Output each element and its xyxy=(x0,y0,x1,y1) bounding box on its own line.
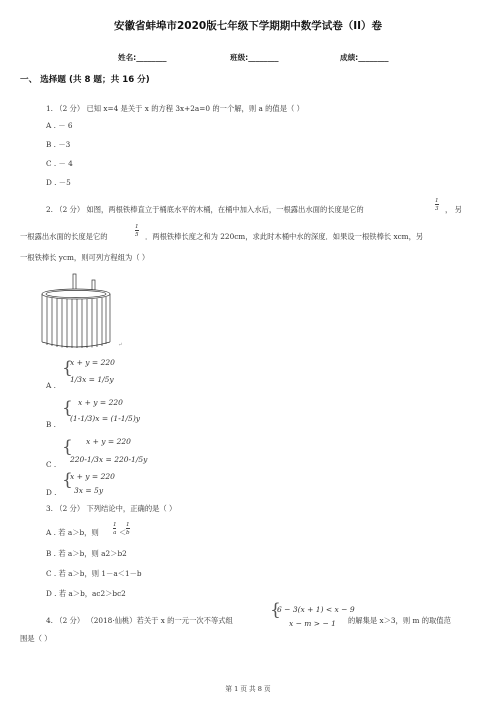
q2-option-d-eq1: x + y = 220 xyxy=(70,472,115,481)
q4-brace: { xyxy=(270,600,281,620)
figure-return-mark: ↵ xyxy=(118,342,123,348)
q2-line2a: 一根露出水面的长度是它的 xyxy=(20,232,108,241)
q2-fraction-2: 1 5 xyxy=(135,224,139,238)
q4-inequality-1: 6 − 3(x + 1) < x − 9 xyxy=(277,605,355,614)
q2-option-a-label: A . xyxy=(46,381,56,390)
q4-stem-a: 4. （2 分） （2018·仙桃）若关于 x 的一元一次不等式组 xyxy=(46,616,233,625)
q3-stem: 3. （2 分） 下列结论中，正确的是（ ） xyxy=(46,504,177,513)
q2-option-c-label: C . xyxy=(46,460,57,469)
q2-option-b-brace: { xyxy=(62,398,73,418)
q3-option-a: A . 若 a＞b，则 xyxy=(46,528,99,537)
q2-line1-end: ， 另 xyxy=(445,205,462,214)
q2-line1: 2. （2 分） 如图，两根铁棒直立于桶底水平的木桶，在桶中加入水后，一根露出水面的长度是它的 xyxy=(46,205,364,214)
q1-option-b: B . －3 xyxy=(46,140,71,149)
q2-option-d-brace: { xyxy=(62,470,73,490)
q2-option-b-label: B . xyxy=(46,420,57,429)
q2-fraction-1: 1 3 xyxy=(435,198,439,212)
q2-option-b-eq2: (1-1/3)x = (1-1/5)y xyxy=(70,414,140,423)
class-field: 班级:________ xyxy=(230,53,279,62)
q1-option-d: D . －5 xyxy=(46,178,71,187)
q4-stem-b: 的解集是 x＞3，则 m 的取值范 xyxy=(348,616,451,625)
q2-line2b: ．两根铁棒长度之和为 220cm，求此时木桶中水的深度．如果设一根铁棒长 xcm，另 xyxy=(145,232,424,241)
q1-stem: 1. （2 分） 已知 x=4 是关于 x 的方程 3x+2a=0 的一个解，则 a 的值是（ ） xyxy=(46,104,304,113)
q1-option-c: C . － 4 xyxy=(46,159,73,168)
score-field: 成绩:________ xyxy=(340,53,389,62)
q2-option-d-label: D . xyxy=(46,488,57,497)
q3-option-b: B . 若 a＞b，则 a2＞b2 xyxy=(46,549,127,558)
q2-option-b-eq1: x + y = 220 xyxy=(78,398,123,407)
q2-option-c-brace: { xyxy=(62,437,73,457)
name-field: 姓名:________ xyxy=(118,53,167,62)
q3-option-a-lt: ＜ xyxy=(119,528,127,537)
page-title: 安徽省蚌埠市2020版七年级下学期期中数学试卷（II）卷 xyxy=(113,20,383,32)
q3-option-a-frac1: 1 a xyxy=(113,522,117,536)
section-heading: 一、 选择题 (共 8 题；共 16 分) xyxy=(20,75,150,85)
q2-option-c-eq1: x + y = 220 xyxy=(86,437,131,446)
q2-option-a-eq1: x + y = 220 xyxy=(70,358,115,367)
q2-option-a-brace: { xyxy=(62,358,73,378)
q2-option-d-eq2: 3x = 5y xyxy=(74,486,104,495)
barrel-figure xyxy=(36,272,126,352)
q4-stem-c: 围是（ ） xyxy=(20,634,52,643)
q1-option-a: A . － 6 xyxy=(46,121,73,130)
q4-inequality-2: x − m > − 1 xyxy=(289,619,336,628)
q2-option-a-eq2: 1/3x = 1/5y xyxy=(70,375,114,384)
q3-option-c: C . 若 a＞b，则 1－a＜1－b xyxy=(46,569,142,578)
q3-option-d: D . 若 a＞b，ac2＞bc2 xyxy=(46,589,126,598)
q3-option-a-frac2: 1 b xyxy=(126,522,130,536)
q2-line3: 一根铁棒长 ycm，则可列方程组为（ ） xyxy=(20,253,150,262)
page-footer: 第 1 页 共 8 页 xyxy=(225,685,271,693)
q2-option-c-eq2: 220-1/3x = 220-1/5y xyxy=(70,455,148,464)
